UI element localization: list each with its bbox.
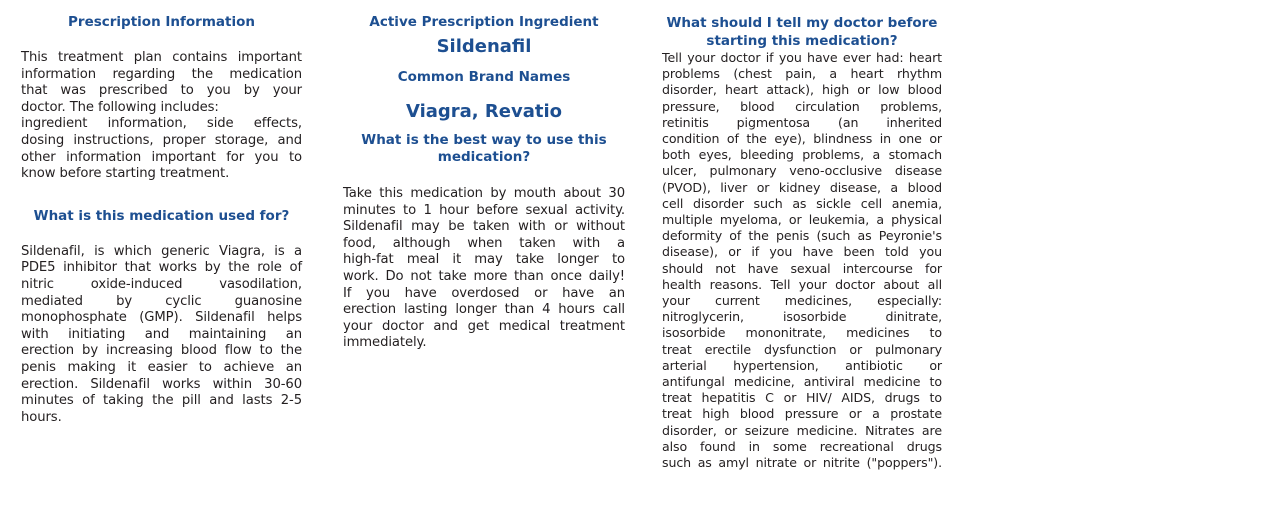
prescription-info-heading: Prescription Information [68,14,255,30]
best-way-line: food, although when taken with a [343,235,625,251]
intro-line: doctor. The following includes: [21,99,219,115]
used-for-heading: What is this medication used for? [33,207,290,224]
doctor-line: disorder, heart attack), high or low blood [662,82,942,98]
doctor-line: condition of the eye), blindness in one or [662,131,942,147]
used-for-line: monophosphate (GMP). Sildenafil helps [21,310,302,326]
doctor-line: Tell your doctor if you have ever had: heart [662,50,942,65]
doctor-line: such as amyl nitrate or nitrite ("poppers"). [662,455,942,471]
best-way-heading-line: medication? [437,149,531,165]
best-way-line: high-fat meal it may take longer to [343,252,625,268]
used-for-line: hours. [21,409,62,425]
intro-line: know before starting treatment. [21,166,230,182]
best-way-line: your doctor and get medical treatment [343,318,625,334]
ingredient-heading: Active Prescription Ingredient [369,14,599,30]
best-way-heading [343,132,625,166]
used-for-paragraph [21,244,302,427]
used-for-line: penis making it easier to achieve an [21,359,302,375]
best-way-line: immediately. [343,335,427,351]
intro-line: that was prescribed to you by your [21,83,302,99]
used-for-line: nitric oxide-induced vasodilation, [21,276,302,292]
doctor-line: pressure, blood circulation problems, [662,98,942,114]
used-for-line: erection by increasing blood flow to the [21,343,302,359]
ingredient-name: Sildenafil [436,36,532,57]
doctor-line: antifungal medicine, antiviral medicine to [662,374,942,390]
doctor-line: cell disorder such as sickle cell anemia, [662,195,942,211]
doctor-heading-line: What should I tell my doctor before [666,15,938,31]
doctor-line: disorder, or seizure medicine. Nitrates are [662,422,942,438]
middle-column [343,14,625,352]
intro-line: other information important for you to [21,149,302,165]
best-way-line: work. Do not take more than once daily! [343,268,625,284]
doctor-paragraph [662,50,942,471]
used-for-line: with initiating and maintaining an [21,326,302,342]
doctor-line: nitroglycerin, isosorbide dinitrate, [662,309,942,325]
used-for-line: Sildenafil, is which generic Viagra, is a [21,243,302,259]
doctor-line: should not have sexual intercourse for [662,260,942,276]
left-column [21,14,302,426]
intro-line: information regarding the medication [21,66,302,82]
doctor-line: health reasons. Tell your doctor about all [662,276,942,292]
best-way-heading-line: What is the best way to use this [361,132,607,148]
brand-names-heading: Common Brand Names [397,69,571,85]
doctor-line: ulcer, pulmonary veno-occlusive disease [662,163,942,179]
best-way-line: If you have overdosed or have an [343,285,625,301]
doctor-line: treat hepatitis C or HIV/ AIDS, drugs to [662,390,942,406]
doctor-line: arterial hypertension, antibiotic or [662,357,942,373]
doctor-line: multiple myeloma, or leukemia, a physical [662,212,942,228]
doctor-line: also found in some recreational drugs [662,438,942,454]
best-way-line: minutes to 1 hour before sexual activity. [343,202,625,218]
doctor-line: (PVOD), liver or kidney disease, a blood [662,179,942,195]
doctor-line: both eyes, bleeding problems, a stomach [662,147,942,163]
best-way-line: erection lasting longer than 4 hours call [343,302,625,318]
doctor-heading [662,14,942,50]
brand-names: Viagra, Revatio [405,101,563,122]
used-for-line: mediated by cyclic guanosine [21,293,302,309]
doctor-line: deformity of the penis (such as Peyronie's [662,228,942,244]
right-column [662,14,942,471]
used-for-line: erection. Sildenafil works within 30-60 [21,376,302,392]
doctor-heading-line: starting this medication? [706,33,898,49]
used-for-line: minutes of taking the pill and lasts 2-5 [21,393,302,409]
intro-paragraph [21,50,302,183]
doctor-line: your current medicines, especially: [662,293,942,309]
doctor-line: retinitis pigmentosa (an inherited [662,114,942,130]
doctor-line: problems (chest pain, a heart rhythm [662,66,942,82]
doctor-line: treat high blood pressure or a prostate [662,406,942,422]
doctor-line: isosorbide mononitrate, medicines to [662,325,942,341]
used-for-line: PDE5 inhibitor that works by the role of [21,260,302,276]
best-way-paragraph [343,186,625,352]
intro-line: This treatment plan contains important [21,50,302,65]
doctor-line: disease), or if you have been told you [662,244,942,260]
intro-line: ingredient information, side effects, [21,116,302,132]
best-way-line: Take this medication by mouth about 30 [343,186,625,201]
best-way-line: Sildenafil may be taken with or without [343,219,625,235]
intro-line: dosing instructions, proper storage, and [21,132,302,148]
doctor-line: treat erectile dysfunction or pulmonary [662,341,942,357]
